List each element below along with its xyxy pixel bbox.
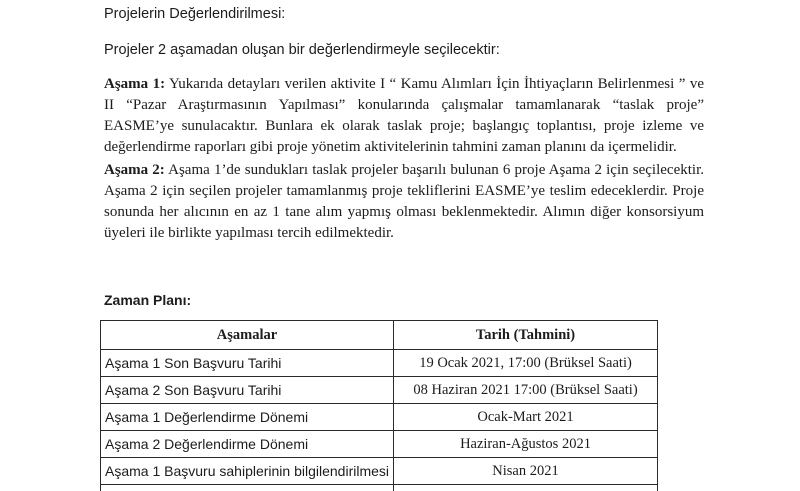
stage-1-paragraph	[104, 74, 704, 158]
date-cell	[394, 485, 658, 491]
table-row	[101, 458, 658, 485]
date-cell: Ocak-Mart 2021	[394, 404, 658, 431]
header-date: Tarih (Tahmini)	[394, 321, 658, 350]
stage-cell: Aşama 1 Son Başvuru Tarihi	[101, 350, 394, 377]
stage-cell: Aşama 1 Başvuru sahiplerinin bilgilendirilmesi	[101, 458, 394, 485]
stage-2-text: Aşama 1’de sundukları taslak projeler başarılı bulunan 6 proje Aşama 2 için seçilecektir. Aşama 2 için seçilen projeler tamamlanmış proje tekliflerini EASME’ye teslim edeceklerdir. Proje sonunda her alıcının en az 1 tane alım yapmış olması beklenmektedir. Alımın diğer konsorsiyum üyeleri ile birlikte yapılması tercih edilmektedir.	[104, 162, 704, 241]
stage-2-paragraph	[104, 160, 704, 244]
date-cell: Nisan 2021	[394, 458, 658, 485]
stage-cell: Aşama 2 Değerlendirme Dönemi	[101, 431, 394, 458]
date-cell: Haziran-Ağustos 2021	[394, 431, 658, 458]
header-stages: Aşamalar	[101, 321, 394, 350]
table-row	[101, 404, 658, 431]
stage-1-label: Aşama 1:	[104, 76, 166, 92]
date-cell: 19 Ocak 2021, 17:00 (Brüksel Saati)	[394, 350, 658, 377]
intro-paragraph: Projeler 2 aşamadan oluşan bir değerlendirmeyle seçilecektir:	[104, 42, 500, 58]
schedule-table	[100, 320, 658, 491]
table-row	[101, 377, 658, 404]
stage-cell: Aşama 1 Değerlendirme Dönemi	[101, 404, 394, 431]
stage-cell: Aşama 2 Son Başvuru Tarihi	[101, 377, 394, 404]
stage-cell	[101, 485, 394, 491]
table-row	[101, 485, 658, 491]
section-heading: Projelerin Değerlendirilmesi:	[104, 6, 286, 22]
table-row	[101, 350, 658, 377]
table-row	[101, 431, 658, 458]
stage-2-label: Aşama 2:	[104, 162, 165, 178]
schedule-header-row	[101, 321, 658, 350]
stage-1-text: Yukarıda detayları verilen aktivite I “ Kamu Alımları İçin İhtiyaçların Belirlenmesi ” ve II “Pazar Araştırmasının Yapılması” konularında çalışmalar tamamlanarak “taslak proje” EASME’ye sunulacaktır. Bunlara ek olarak taslak proje; başlangıç toplantısı, proje izleme ve değerlendirme raporları gibi proje yönetim aktivitelerinin tahmini zaman planını da içermelidir.	[104, 76, 704, 155]
schedule-title: Zaman Planı:	[104, 292, 192, 308]
date-cell: 08 Haziran 2021 17:00 (Brüksel Saati)	[394, 377, 658, 404]
